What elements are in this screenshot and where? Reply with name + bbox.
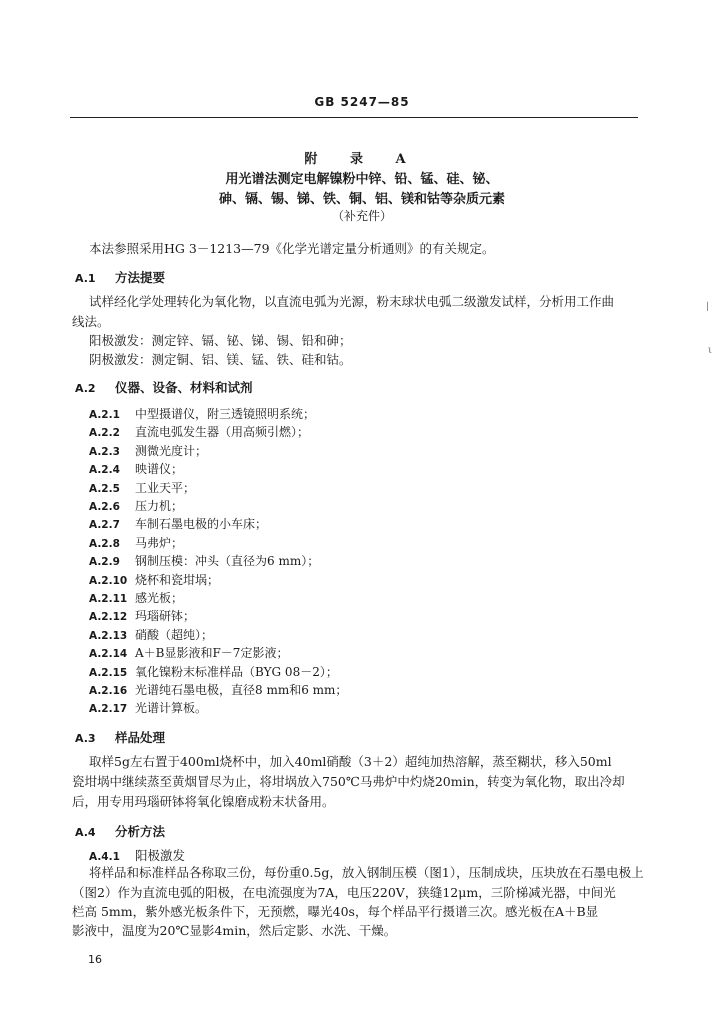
equipment-item bbox=[89, 423, 309, 440]
equipment-item bbox=[89, 515, 267, 532]
item-number: A.2.12 bbox=[89, 611, 128, 624]
item-text: 钢制压模：冲头（直径为6 mm）； bbox=[135, 554, 320, 569]
item-number: A.2.9 bbox=[89, 556, 120, 569]
item-number: A.2.5 bbox=[89, 482, 120, 495]
item-text: 马弗炉； bbox=[135, 535, 184, 550]
item-text: 光谱计算板。 bbox=[135, 701, 208, 716]
item-number: A.2.2 bbox=[89, 427, 120, 440]
subsection-a41-heading bbox=[89, 846, 185, 864]
a3-text-line2: 瓷坩埚中继续蒸至黄烟冒尽为止，将坩埚放入750℃马弗炉中灼烧20min，转变为氧化物，取出冷却 bbox=[72, 774, 625, 789]
equipment-item bbox=[89, 497, 183, 514]
section-number: A.4 bbox=[75, 826, 96, 839]
a41-text-line2: （图2）作为直流电弧的阳极，在电流强度为7A，电压220V，狭缝12μm，三阶梯减光器，中间光 bbox=[72, 885, 616, 900]
a41-text-line1: 将样品和标准样品各称取三份，每份重0.5g，放入钢制压模（图1），压制成块，压块放在石墨电极上 bbox=[89, 865, 644, 880]
margin-mark: ι bbox=[708, 345, 712, 356]
section-a3-heading bbox=[75, 728, 165, 746]
item-number: A.2.8 bbox=[89, 537, 120, 550]
item-text: 光谱纯石墨电极，直径8 mm和6 mm； bbox=[135, 683, 348, 697]
item-number: A.2.15 bbox=[89, 666, 128, 679]
equipment-item bbox=[89, 460, 183, 477]
section-a4-heading bbox=[75, 822, 165, 840]
item-number: A.2.13 bbox=[89, 629, 128, 642]
appendix-label: 附 录 A bbox=[304, 152, 420, 167]
appendix-title-line1: 用光谱法测定电解镍粉中锌、铅、锰、硅、铋、 bbox=[225, 172, 499, 187]
item-text: 中型摄谱仪，附三透镜照明系统； bbox=[135, 407, 316, 421]
equipment-item bbox=[89, 663, 338, 680]
equipment-item bbox=[89, 442, 207, 459]
a3-text-line1: 取样5g左右置于400ml烧杯中，加入40ml硝酸（3＋2）超纯加热溶解，蒸至糊状，移入50ml bbox=[89, 754, 612, 769]
equipment-item bbox=[89, 607, 195, 624]
subsection-number: A.4.1 bbox=[89, 851, 120, 863]
item-number: A.2.14 bbox=[89, 648, 128, 661]
equipment-item bbox=[89, 681, 347, 698]
equipment-item bbox=[89, 571, 219, 588]
section-title: 分析方法 bbox=[115, 824, 166, 839]
a41-text-line4: 影液中，温度为20℃显影4min，然后定影、水洗、干燥。 bbox=[72, 923, 397, 938]
margin-mark: ∣ bbox=[706, 302, 709, 313]
item-number: A.2.6 bbox=[89, 501, 120, 513]
a1-text-line2: 线法。 bbox=[72, 314, 110, 329]
equipment-item bbox=[89, 626, 213, 643]
item-text: A＋B显影液和F－7定影液； bbox=[135, 646, 289, 661]
item-text: 直流电弧发生器（用高频引燃）； bbox=[135, 425, 310, 440]
item-text: 玛瑙研钵； bbox=[135, 609, 196, 624]
item-text: 烧杯和瓷坩埚； bbox=[135, 572, 220, 587]
equipment-item bbox=[89, 644, 288, 661]
item-text: 氧化镍粉末标准样品（BYG 08－2）； bbox=[135, 664, 338, 679]
section-number: A.1 bbox=[75, 272, 96, 285]
subsection-title: 阳极激发 bbox=[135, 848, 186, 863]
section-a2-heading bbox=[75, 378, 253, 396]
equipment-item bbox=[89, 589, 183, 606]
item-text: 测微光度计； bbox=[135, 443, 208, 458]
equipment-item bbox=[89, 699, 207, 716]
item-number: A.2.16 bbox=[89, 685, 128, 697]
a1-cathode-line: 阴极激发：测定铜、铝、镁、锰、铁、硅和钴。 bbox=[89, 352, 352, 367]
equipment-item bbox=[89, 534, 183, 551]
header-rule bbox=[70, 117, 638, 118]
section-title: 仪器、设备、材料和试剂 bbox=[115, 380, 253, 395]
item-text: 压力机； bbox=[135, 499, 184, 513]
item-number: A.2.7 bbox=[89, 519, 120, 532]
item-text: 硝酸（超纯）； bbox=[135, 627, 214, 642]
section-number: A.3 bbox=[75, 732, 96, 745]
section-number: A.2 bbox=[75, 382, 96, 395]
item-number: A.2.11 bbox=[89, 593, 128, 605]
equipment-item bbox=[89, 552, 319, 569]
item-number: A.2.17 bbox=[89, 703, 128, 716]
item-text: 感光板； bbox=[135, 591, 184, 605]
item-number: A.2.1 bbox=[89, 409, 120, 421]
intro-paragraph: 本法参照采用HG 3－1213—79《化学光谱定量分析通则》的有关规定。 bbox=[89, 241, 495, 256]
a41-text-line3: 栏高 5mm，紫外感光板条件下，无预燃，曝光40s，每个样品平行摄谱三次。感光板在A＋B显 bbox=[72, 904, 599, 919]
a1-anode-line: 阳极激发：测定锌、镉、铋、锑、锡、铅和砷； bbox=[89, 333, 352, 348]
appendix-subtitle: （补充件） bbox=[331, 209, 392, 223]
section-a1-heading bbox=[75, 268, 165, 286]
item-text: 工业天平； bbox=[135, 480, 196, 495]
equipment-item bbox=[89, 405, 315, 422]
a3-text-line3: 后，用专用玛瑙研钵将氧化镍磨成粉末状备用。 bbox=[72, 794, 335, 809]
section-title: 方法提要 bbox=[115, 270, 166, 285]
section-title: 样品处理 bbox=[115, 730, 166, 745]
item-number: A.2.10 bbox=[89, 574, 128, 587]
page-header: GB 5247—85 bbox=[314, 95, 410, 109]
a1-text-line1: 试样经化学处理转化为氧化物，以直流电弧为光源，粉末球状电弧二级激发试样，分析用工作曲 bbox=[89, 294, 615, 309]
page-number: 16 bbox=[88, 953, 102, 966]
appendix-title-line2: 砷、镉、锡、锑、铁、铜、铝、镁和钴等杂质元素 bbox=[218, 192, 505, 207]
item-text: 车制石墨电极的小车床； bbox=[135, 517, 268, 532]
equipment-item bbox=[89, 479, 195, 496]
item-number: A.2.3 bbox=[89, 445, 120, 458]
item-number: A.2.4 bbox=[89, 464, 120, 477]
item-text: 映谱仪； bbox=[135, 462, 184, 477]
